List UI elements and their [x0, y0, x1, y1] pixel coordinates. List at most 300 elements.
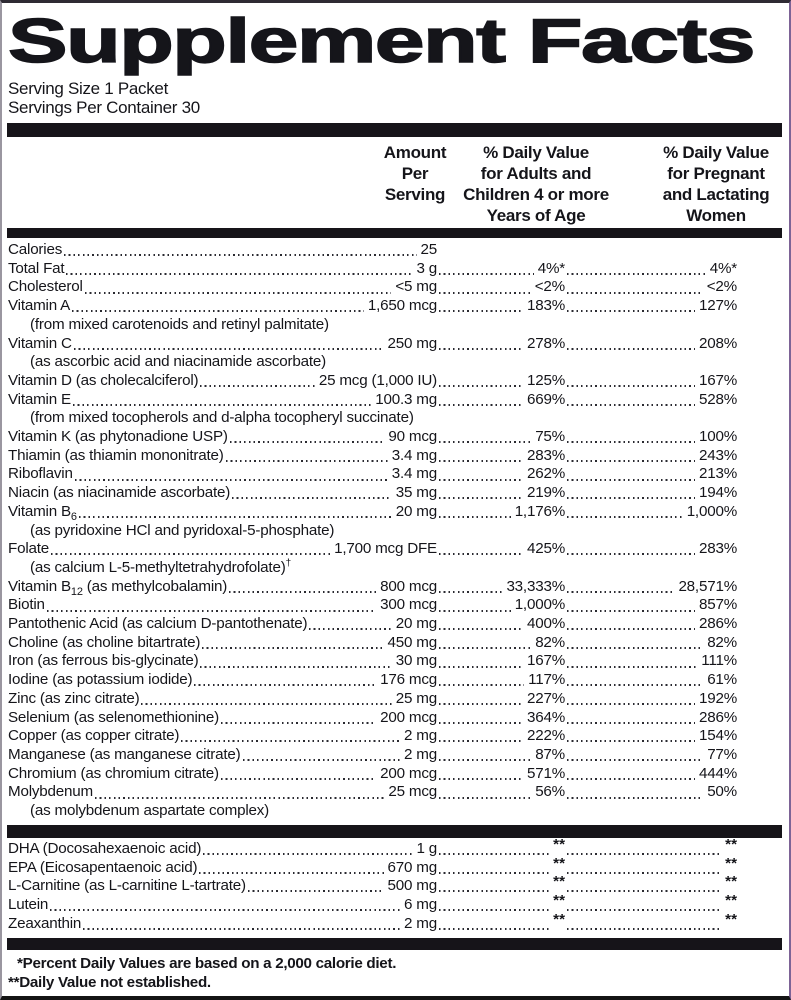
dot-leader [79, 516, 392, 518]
dv-pregnant-cell [565, 278, 737, 297]
dot-leader [439, 348, 523, 350]
dv-pregnant: 213% [698, 465, 737, 483]
nutrient-cell [8, 447, 437, 466]
nutrient-source-note: (from mixed tocopherols and d-alpha tocopheryl succinate) [30, 409, 414, 427]
dv-adults-cell [437, 652, 565, 671]
dv-pregnant: 208% [698, 334, 737, 352]
dv-pregnant: 444% [698, 764, 737, 782]
dot-leader [567, 722, 695, 724]
dot-leader [203, 853, 412, 855]
dot-leader [243, 759, 401, 761]
nutrient-source-note: (from mixed carotenoids and retinyl palmitate) [30, 315, 329, 333]
nutrient-amount: 1,700 mcg DFE [334, 540, 437, 558]
dot-leader [439, 553, 523, 555]
divider-bar [7, 825, 782, 838]
table-row [8, 447, 781, 466]
nutrient-name: Riboflavin [8, 465, 73, 483]
dv-pregnant-cell [565, 260, 737, 279]
dot-leader [567, 404, 695, 406]
nutrient-source-note: (as calcium L-5-methyltetrahydrofolate)† [30, 557, 291, 576]
dv-adults-cell [437, 596, 565, 615]
dot-leader [64, 254, 416, 256]
nutrient-cell [8, 428, 437, 447]
nutrient-name: Selenium (as selenomethionine) [8, 708, 219, 726]
nutrient-name: Zinc (as zinc citrate) [8, 689, 140, 707]
dot-leader [72, 310, 364, 312]
column-header-line: Per [401, 164, 429, 183]
dv-adults-cell [437, 783, 565, 802]
nutrient-amount: 670 mg [387, 858, 437, 876]
nutrient-cell [8, 372, 437, 391]
column-headers [8, 140, 781, 228]
dv-pregnant: ** [725, 854, 737, 872]
dot-leader [83, 928, 400, 930]
nutrient-cell [8, 859, 437, 878]
dv-adults: 425% [526, 540, 565, 558]
nutrient-name: Vitamin $B_{12}$ (as methylcobalamin) [8, 577, 228, 598]
dv-adults: 87% [535, 745, 565, 763]
dv-pregnant: 857% [698, 596, 737, 614]
dot-leader [567, 385, 695, 387]
nutrient-amount: 200 mcg [380, 708, 437, 726]
dot-leader [73, 404, 371, 406]
dv-pregnant-cell [565, 484, 737, 503]
nutrient-name: Thiamin (as thiamin mononitrate) [8, 446, 224, 464]
dot-leader [439, 703, 523, 705]
nutrient-name: Choline (as choline bitartrate) [8, 633, 201, 651]
nutrient-amount: 90 mcg [388, 428, 437, 446]
table-row [8, 690, 781, 709]
nutrient-cell [8, 690, 437, 709]
nutrient-amount: 25 [420, 241, 437, 258]
dot-leader [439, 441, 531, 443]
dv-pregnant-cell [565, 503, 737, 522]
nutrient-amount: 800 mcg [380, 577, 437, 595]
nutrient-name: Vitamin C [8, 334, 72, 352]
table-row [8, 910, 781, 934]
dot-leader [221, 722, 376, 724]
dv-pregnant-cell [565, 783, 737, 802]
table-row [8, 835, 781, 859]
dv-pregnant: 286% [698, 708, 737, 726]
nutrient-name: Biotin [8, 596, 45, 614]
dv-pregnant-cell [565, 727, 737, 746]
dot-leader [141, 703, 391, 705]
dv-pregnant: 28,571% [678, 577, 737, 595]
dv-adults-cell [437, 484, 565, 503]
dot-leader [567, 497, 695, 499]
column-header-line: for Pregnant [667, 164, 765, 183]
dot-leader [567, 292, 703, 294]
dot-leader [194, 684, 376, 686]
dot-leader [439, 628, 523, 630]
nutrient-amount: 176 mcg [380, 671, 437, 689]
dv-pregnant: 82% [707, 633, 737, 651]
nutrient-cell [8, 241, 437, 260]
nutrient-name: Total Fat [8, 259, 65, 277]
table-row [8, 297, 781, 316]
dv-pregnant-cell [565, 372, 737, 391]
column-header-line: for Adults and [480, 164, 592, 183]
dv-pregnant: 111% [701, 652, 737, 670]
nutrient-amount: 30 mg [395, 652, 437, 670]
dv-adults-cell [437, 835, 565, 859]
nutrient-cell [8, 260, 437, 279]
column-header-line: Children 4 or more [463, 185, 609, 204]
nutrient-amount: 35 mg [395, 484, 437, 502]
dv-adults: 183% [526, 297, 565, 315]
dot-leader [47, 610, 376, 612]
dv-adults-cell [437, 746, 565, 765]
nutrient-amount: 2 mg [404, 745, 437, 763]
nutrient-cell [8, 915, 437, 934]
dot-leader [439, 610, 511, 612]
table-row [8, 578, 781, 597]
nutrient-name: Copper (as copper citrate) [8, 727, 180, 745]
serving-size: Serving Size 1 Packet [8, 79, 169, 98]
dv-adults: ** [553, 854, 565, 872]
dot-leader [567, 853, 721, 855]
dv-adults-cell [437, 910, 565, 934]
dv-adults: ** [553, 873, 565, 891]
table-row [8, 671, 781, 690]
dot-leader [567, 703, 695, 705]
table-row [8, 428, 781, 447]
dv-pregnant-cell [565, 391, 737, 410]
dot-leader [74, 348, 384, 350]
dv-pregnant-cell [565, 596, 737, 615]
dv-pregnant: 243% [698, 446, 737, 464]
dot-leader [567, 273, 706, 275]
nutrient-amount: 20 mg [395, 502, 437, 520]
dv-pregnant-cell [565, 447, 737, 466]
dot-leader [439, 647, 531, 649]
dot-leader [66, 273, 412, 275]
dv-adults: 1,176% [514, 502, 565, 520]
dot-leader [567, 759, 703, 761]
nutrient-name: Vitamin A [8, 297, 71, 315]
nutrient-amount: 6 mg [404, 895, 437, 913]
nutrient-name: Manganese (as manganese citrate) [8, 745, 241, 763]
dv-pregnant: 167% [698, 371, 737, 389]
dv-pregnant-cell [565, 652, 737, 671]
nutrient-amount: 250 mg [387, 334, 437, 352]
dot-leader [567, 909, 721, 911]
nutrient-source-note: (as ascorbic acid and niacinamide ascorbate) [30, 353, 326, 371]
nutrient-amount: 100.3 mg [375, 390, 437, 408]
nutrient-cell [8, 615, 437, 634]
nutrient-source-note: (as pyridoxine HCl and pyridoxal-5-phosphate) [30, 521, 335, 539]
table-row [8, 854, 781, 878]
dot-leader [230, 441, 385, 443]
dv-pregnant: 50% [707, 783, 737, 801]
divider-bar [7, 228, 782, 238]
nutrient-name: Iodine (as potassium iodide) [8, 671, 193, 689]
dv-pregnant-cell [565, 540, 737, 559]
dot-leader [439, 797, 531, 799]
nutrient-name: Vitamin $B_6$ [8, 502, 77, 523]
table-row [8, 615, 781, 634]
nutrient-amount: 300 mcg [380, 596, 437, 614]
dv-adults-cell [437, 671, 565, 690]
dot-leader [567, 666, 697, 668]
dv-adults-cell [437, 690, 565, 709]
servings-per-container: Servings Per Container 30 [8, 98, 200, 117]
nutrient-name: L-Carnitine (as L-carnitine L-tartrate) [8, 877, 246, 895]
dv-adults: 227% [526, 689, 565, 707]
footnotes [8, 954, 781, 992]
dv-pregnant-cell [565, 297, 737, 316]
dot-leader [439, 890, 549, 892]
column-header-line: Years of Age [486, 206, 586, 225]
dot-leader [439, 479, 523, 481]
dv-adults-cell [437, 727, 565, 746]
nutrient-name: Pantothenic Acid (as calcium D-pantothenate) [8, 615, 308, 633]
dot-leader [439, 460, 523, 462]
nutrient-amount: 25 mcg [388, 783, 437, 801]
dv-pregnant-cell [565, 765, 737, 784]
dv-adults-cell [437, 578, 565, 597]
nutrient-cell [8, 465, 437, 484]
table-row [8, 391, 781, 410]
label-title-text: Supplement Facts [8, 7, 754, 76]
nutrient-cell [8, 596, 437, 615]
dot-leader [439, 909, 549, 911]
dot-leader [439, 404, 523, 406]
table-row [8, 540, 781, 559]
dv-adults-cell [437, 709, 565, 728]
dv-adults: 571% [526, 764, 565, 782]
dv-pregnant-cell [565, 634, 737, 653]
label-title [8, 9, 781, 79]
nutrient-cell [8, 671, 437, 690]
dv-pregnant-cell [565, 746, 737, 765]
column-header-dv-adults [426, 142, 646, 226]
dot-leader [439, 759, 531, 761]
nutrient-cell [8, 278, 437, 297]
dot-leader [567, 740, 695, 742]
nutrient-amount: 20 mg [395, 615, 437, 633]
dv-pregnant-cell [565, 428, 737, 447]
table-row [8, 652, 781, 671]
dot-leader [439, 722, 523, 724]
dv-pregnant-cell [565, 241, 737, 260]
dv-adults: 262% [526, 465, 565, 483]
nutrient-amount: 500 mg [387, 877, 437, 895]
dot-leader [232, 497, 392, 499]
column-header-line: Amount [383, 143, 447, 162]
dot-leader [567, 647, 703, 649]
dot-leader [567, 928, 721, 930]
dv-pregnant: 528% [698, 390, 737, 408]
nutrient-cell [8, 727, 437, 746]
dv-adults: <2% [534, 278, 565, 296]
dot-leader [567, 778, 695, 780]
nutrient-name: Vitamin E [8, 390, 71, 408]
column-header-line: Women [686, 206, 746, 225]
dv-adults: 56% [535, 783, 565, 801]
table-row [8, 891, 781, 915]
dot-leader [567, 479, 695, 481]
dv-adults: 33,333% [506, 577, 565, 595]
nutrient-table-extra [8, 835, 781, 934]
dot-leader [439, 928, 549, 930]
dv-adults-cell [437, 503, 565, 522]
dv-adults-cell [437, 278, 565, 297]
dot-leader [567, 890, 721, 892]
nutrient-amount: 3 g [416, 259, 437, 277]
nutrient-cell [8, 335, 437, 354]
table-row [8, 596, 781, 615]
nutrient-name: Molybdenum [8, 783, 93, 801]
dot-leader [439, 778, 523, 780]
nutrient-amount: 3.4 mg [391, 465, 437, 483]
table-row [8, 335, 781, 354]
dot-leader [439, 872, 549, 874]
dv-adults-cell [437, 260, 565, 279]
dv-adults-cell [437, 615, 565, 634]
nutrient-cell [8, 877, 437, 896]
nutrient-amount: 200 mcg [380, 764, 437, 782]
dot-leader [439, 684, 524, 686]
nutrient-cell [8, 765, 437, 784]
dv-pregnant: ** [725, 835, 737, 853]
dot-leader [567, 553, 695, 555]
nutrient-name: Zeaxanthin [8, 914, 82, 932]
dv-pregnant-cell [565, 615, 737, 634]
dv-adults: 75% [535, 428, 565, 446]
dot-leader [199, 872, 383, 874]
dot-leader [229, 591, 376, 593]
table-row [8, 634, 781, 653]
dot-leader [221, 778, 376, 780]
table-row [8, 783, 781, 802]
dv-pregnant: 192% [698, 689, 737, 707]
dot-leader [309, 628, 391, 630]
column-header-line: and Lactating [662, 185, 770, 204]
table-row [8, 278, 781, 297]
dv-adults-cell [437, 428, 565, 447]
dv-pregnant: 77% [707, 745, 737, 763]
nutrient-cell [8, 391, 437, 410]
nutrient-amount: 25 mcg (1,000 IU) [318, 371, 437, 389]
dv-pregnant: 100% [698, 428, 737, 446]
dv-pregnant: 4%* [709, 259, 737, 277]
nutrient-name: Vitamin K (as phytonadione USP) [8, 428, 228, 446]
table-row [8, 260, 781, 279]
dv-adults-cell [437, 372, 565, 391]
column-header-line: % Daily Value [663, 143, 769, 162]
dot-leader [202, 647, 383, 649]
dv-pregnant: 194% [698, 484, 737, 502]
dv-adults-cell [437, 465, 565, 484]
column-header-line: % Daily Value [483, 143, 589, 162]
dot-leader [200, 666, 391, 668]
column-header-line: Serving [384, 185, 446, 204]
nutrient-name: Vitamin D (as cholecalciferol) [8, 371, 199, 389]
dot-leader [439, 591, 502, 593]
dv-adults-cell [437, 891, 565, 915]
dv-adults: 283% [526, 446, 565, 464]
nutrient-name: Iron (as ferrous bis-glycinate) [8, 652, 199, 670]
dv-adults: ** [553, 891, 565, 909]
nutrient-amount: 2 mg [404, 914, 437, 932]
dot-leader [567, 797, 703, 799]
table-row [8, 709, 781, 728]
dot-leader [75, 479, 388, 481]
dot-leader [567, 610, 695, 612]
dv-adults-cell [437, 241, 565, 260]
dot-leader [567, 310, 695, 312]
dv-adults-cell [437, 447, 565, 466]
dv-adults: 219% [526, 484, 565, 502]
nutrient-amount: 1,650 mcg [367, 297, 437, 315]
dv-adults: 82% [535, 633, 565, 651]
nutrient-cell [8, 503, 437, 522]
dv-adults-cell [437, 335, 565, 354]
divider-bar [7, 938, 782, 950]
dv-adults: 4%* [537, 259, 565, 277]
nutrient-cell [8, 783, 437, 802]
nutrient-cell [8, 578, 437, 597]
table-row [8, 873, 781, 896]
dv-adults-cell [437, 765, 565, 784]
dot-leader [439, 516, 511, 518]
dv-pregnant-cell [565, 465, 737, 484]
dv-pregnant-cell [565, 709, 737, 728]
dv-pregnant-cell [565, 671, 737, 690]
nutrient-name: Niacin (as niacinamide ascorbate) [8, 484, 231, 502]
dv-adults-cell [437, 873, 565, 896]
dot-leader [567, 872, 721, 874]
column-header-dv-pregnant [616, 142, 791, 226]
dv-pregnant-cell [565, 854, 737, 878]
dot-leader [226, 460, 388, 462]
nutrient-name: Folate [8, 540, 50, 558]
dv-adults: 400% [526, 615, 565, 633]
table-row [8, 503, 781, 522]
table-row [8, 465, 781, 484]
nutrient-cell [8, 746, 437, 765]
dot-leader [181, 740, 400, 742]
dv-adults-cell [437, 391, 565, 410]
dv-pregnant: 1,000% [686, 502, 737, 520]
dot-leader [439, 273, 534, 275]
table-row [8, 746, 781, 765]
dv-pregnant: <2% [706, 278, 737, 296]
dv-adults: ** [553, 910, 565, 928]
dot-leader [567, 591, 674, 593]
dv-pregnant: 154% [698, 727, 737, 745]
nutrient-cell [8, 896, 437, 915]
dv-pregnant: 127% [698, 297, 737, 315]
dv-pregnant-cell [565, 835, 737, 859]
nutrient-name: DHA (Docosahexaenoic acid) [8, 839, 202, 857]
nutrient-cell [8, 634, 437, 653]
dv-adults: ** [553, 835, 565, 853]
dot-leader [439, 292, 531, 294]
dot-leader [567, 684, 703, 686]
nutrient-cell [8, 840, 437, 859]
dv-adults: 669% [526, 390, 565, 408]
nutrient-amount: 3.4 mg [391, 446, 437, 464]
nutrient-name: Cholesterol [8, 278, 83, 296]
dot-leader [439, 385, 523, 387]
nutrient-cell [8, 297, 437, 316]
nutrient-amount: 25 mg [395, 689, 437, 707]
dot-leader [51, 553, 330, 555]
dot-leader [248, 890, 384, 892]
